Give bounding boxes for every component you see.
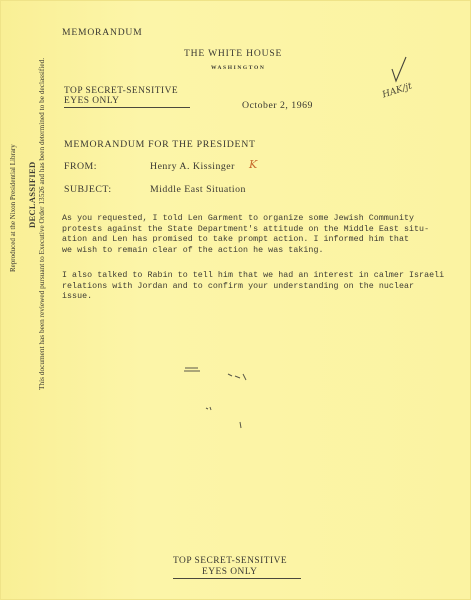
body-paragraph-1 <box>62 214 429 256</box>
classification-underline <box>64 107 190 108</box>
ink-smudge-marks <box>180 362 270 432</box>
subject-value: Middle East Situation <box>150 184 246 195</box>
from-label: FROM: <box>64 161 97 172</box>
footer-classification-line-1: TOP SECRET-SENSITIVE <box>173 556 288 566</box>
handwritten-initials-note: HAK/jt <box>381 81 414 101</box>
footer-classification-line-2: EYES ONLY <box>202 567 258 577</box>
checkmark-icon <box>390 55 410 85</box>
white-house-heading: THE WHITE HOUSE <box>184 48 283 59</box>
memorandum-heading: MEMORANDUM <box>62 27 143 38</box>
memo-date: October 2, 1969 <box>242 100 313 111</box>
classification-line-1: TOP SECRET-SENSITIVE <box>64 86 179 96</box>
body-paragraph-2 <box>62 271 444 303</box>
paragraph-2-line: issue. <box>62 292 93 302</box>
declassified-stamp: DECLASSIFIED <box>27 161 37 228</box>
washington-heading: WASHINGTON <box>211 65 266 71</box>
declassification-review-note: This document has been reviewed pursuant to Executive Order 13526 and has been determined to be declassified. <box>37 57 46 390</box>
memo-title: MEMORANDUM FOR THE PRESIDENT <box>64 139 256 150</box>
paragraph-2-line: I also talked to Rabin to tell him that we had an interest in calmer Israeli <box>62 271 445 280</box>
handwritten-initials: K <box>249 158 258 171</box>
paragraph-1-line: As you requested, I told Len Garment to organize some Jewish Community <box>62 214 415 223</box>
paragraph-2-line: relations with Jordan and to confirm your understanding on the nuclear <box>62 281 415 291</box>
paragraph-1-line: we wish to remain clear of the action he was taking. <box>62 245 324 255</box>
subject-label: SUBJECT: <box>64 184 112 195</box>
classification-line-2: EYES ONLY <box>64 96 120 106</box>
paragraph-1-line: ation and Len has promised to take prompt action. I informed him that <box>62 235 409 245</box>
library-note: Reproduced at the Nixon Presidential Library <box>9 144 17 272</box>
from-value: Henry A. Kissinger <box>150 161 235 172</box>
footer-underline <box>173 578 301 579</box>
paragraph-1-line: protests against the State Department's attitude on the Middle East situ- <box>62 224 430 234</box>
